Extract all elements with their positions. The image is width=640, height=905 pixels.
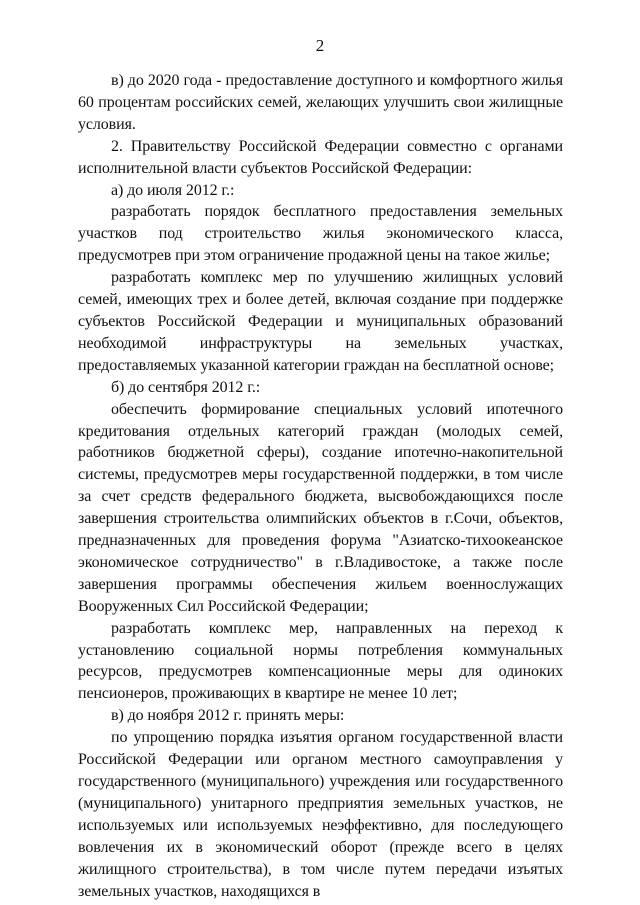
paragraph-subitem-v: в) до ноября 2012 г. принять меры:	[111, 707, 345, 725]
paragraph-subitem-a: а) до июля 2012 г.:	[111, 181, 235, 199]
page-number: 2	[315, 36, 325, 55]
paragraph-subitem-b: б) до сентября 2012 г.:	[111, 378, 261, 396]
paragraph-point-2: 2. Правительству Российской Федерации совместно с органами исполнительной власти субъектов Российской Федерации:	[78, 137, 563, 177]
paragraph-large-families-measures: разработать комплекс мер по улучшению жилищных условий семей, имеющих трех и более детей, включая создание при поддержке субъектов Российской Федерации и муниципальных образований необходимой инфраструктуры на земельных участках, предоставляемых указанной категории граждан на бесплатной основе;	[78, 269, 563, 374]
paragraph-land-plots-procedure: разработать порядок бесплатного предоставления земельных участков под строительство жилья экономического класса, предусмотрев при этом ограничение продажной цены на такое жилье;	[78, 203, 563, 265]
paragraph-utility-norms: разработать комплекс мер, направленных на переход к установлению социальной нормы потребления коммунальных ресурсов, предусмотрев компенсационные меры для одиноких пенсионеров, проживающих в квартире не менее 10 лет;	[78, 619, 563, 703]
document-body	[78, 70, 563, 902]
paragraph-item-v-2020: в) до 2020 года - предоставление доступного и комфортного жилья 60 процентам российских семей, желающих улучшить свои жилищные условия.	[78, 72, 563, 133]
paragraph-land-seizure: по упрощению порядка изъятия органом государственной власти Российской Федерации или органом местного самоуправления у государственного (муниципального) учреждения или государственного (муниципального) унитарного предприятия земельных участков, не используемых или используемых неэффективно, для последующего вовлечения их в экономический оборот (прежде всего в целях жилищного строительства), в том числе путем передачи изъятых земельных участков, находящихся в	[78, 729, 563, 900]
paragraph-mortgage-conditions: обеспечить формирование специальных условий ипотечного кредитования отдельных категорий граждан (молодых семей, работников бюджетной сферы), создание ипотечно-накопительной системы, предусмотрев меры государственной поддержки, в том числе за счет средств федерального бюджета, высвобождающихся после завершения строительства олимпийских объектов в г.Сочи, объектов, предназначенных для проведения форума "Азиатско-тихоокеанское экономическое сотрудничество" в г.Владивостоке, а также после завершения программы обеспечения жильем военнослужащих Вооруженных Сил Российской Федерации;	[78, 400, 563, 615]
